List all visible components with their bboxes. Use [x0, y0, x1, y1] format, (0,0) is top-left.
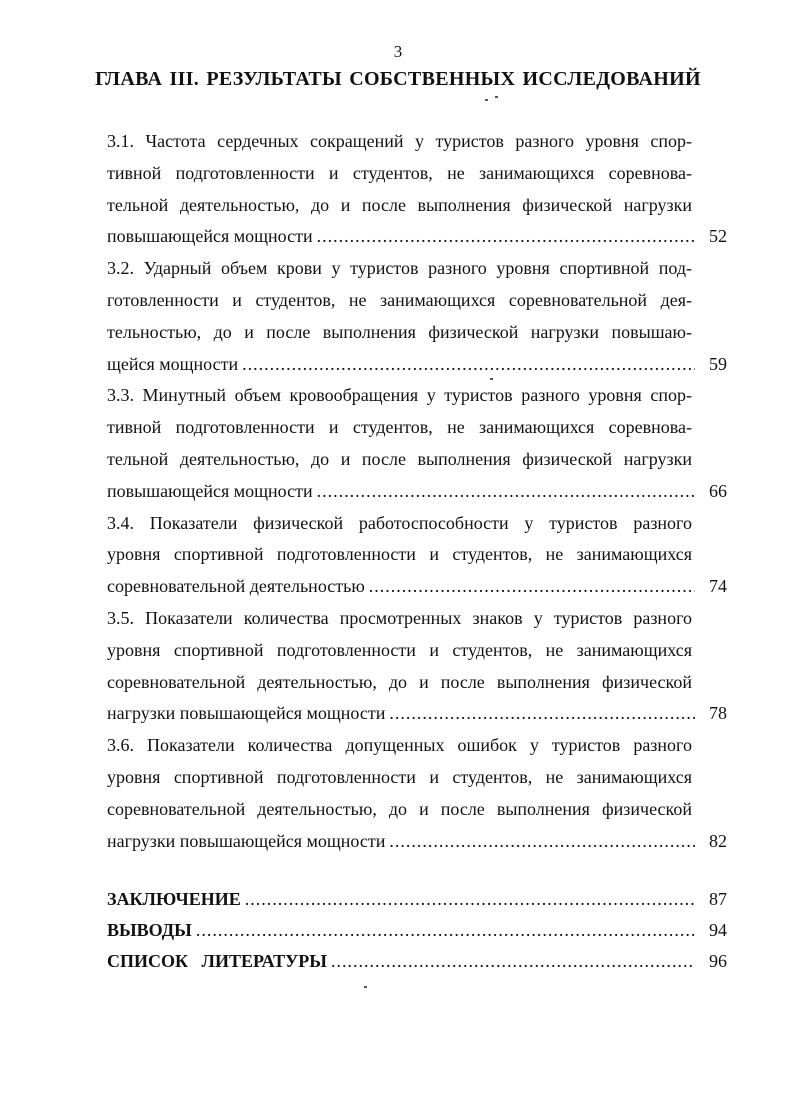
- toc-page-number: 52: [709, 226, 727, 247]
- leader-dots: [389, 826, 695, 858]
- toc-entry-line: тельностью, до и после выполнения физической нагрузки повышаю-: [107, 321, 692, 342]
- table-of-contents: [107, 126, 727, 857]
- leader-dots: [242, 349, 695, 381]
- toc-entry-line: готовленности и студентов, не занимающихся соревновательной дея-: [107, 289, 692, 310]
- chapter-title: ГЛАВА III. РЕЗУЛЬТАТЫ СОБСТВЕННЫХ ИССЛЕДОВАНИЙ: [95, 68, 701, 90]
- toc-entry-line: 3.2. Ударный объем крови у туристов разного уровня спортивной под-: [107, 258, 692, 279]
- scan-speck: [364, 986, 367, 988]
- toc-entry-findings[interactable]: [107, 915, 727, 946]
- toc-entry-conclusion[interactable]: [107, 884, 727, 915]
- leader-dots: [196, 915, 695, 946]
- toc-entry-line: 3.6. Показатели количества допущенных ошибок у туристов разного: [107, 735, 692, 756]
- toc-entry-line: тивной подготовленности и студентов, не занимающихся соревнова-: [107, 162, 692, 183]
- toc-page-number: 87: [709, 889, 727, 909]
- leader-dots: [317, 221, 695, 253]
- toc-entry-line: тивной подготовленности и студентов, не занимающихся соревнова-: [107, 417, 692, 438]
- toc-heading: ЗАКЛЮЧЕНИЕ: [107, 889, 241, 909]
- page-number: 3: [393, 42, 403, 61]
- toc-page-number: 78: [709, 703, 727, 724]
- toc-page-number: 66: [709, 480, 727, 501]
- toc-heading: СПИСОК ЛИТЕРАТУРЫ: [107, 951, 327, 971]
- toc-entry-line: 3.5. Показатели количества просмотренных знаков у туристов разного: [107, 607, 692, 628]
- toc-entry[interactable]: [107, 380, 727, 507]
- toc-page-number: 74: [709, 576, 727, 597]
- toc-entry-references[interactable]: [107, 946, 727, 977]
- toc-entry-line: соревновательной деятельностью, до и после выполнения физической: [107, 671, 692, 692]
- toc-page-number: 94: [709, 920, 727, 940]
- toc-entry-line: нагрузки повышающейся мощности: [107, 703, 386, 724]
- toc-entry-line: соревновательной деятельностью, до и после выполнения физической: [107, 798, 692, 819]
- toc-entry-line: 3.4. Показатели физической работоспособности у туристов разного: [107, 512, 692, 533]
- toc-page-number: 59: [709, 353, 727, 374]
- toc-entry-line: нагрузки повышающейся мощности: [107, 830, 386, 851]
- toc-entry[interactable]: [107, 730, 727, 857]
- toc-entry[interactable]: [107, 253, 727, 380]
- toc-entry-line: 3.1. Частота сердечных сокращений у туристов разного уровня спор-: [107, 131, 692, 151]
- toc-entry[interactable]: [107, 603, 727, 730]
- toc-entry-line: 3.3. Минутный объем кровообращения у туристов разного уровня спор-: [107, 385, 692, 406]
- scan-speck: [485, 99, 488, 101]
- leader-dots: [245, 884, 695, 915]
- toc-entry-line: щейся мощности: [107, 353, 239, 374]
- toc-tail: [107, 884, 727, 977]
- toc-entry-line: соревновательной деятельностью: [107, 576, 365, 597]
- toc-heading: ВЫВОДЫ: [107, 920, 192, 940]
- leader-dots: [389, 698, 695, 730]
- toc-entry-line: уровня спортивной подготовленности и студентов, не занимающихся: [107, 639, 692, 660]
- toc-entry[interactable]: [107, 508, 727, 603]
- toc-entry-line: уровня спортивной подготовленности и студентов, не занимающихся: [107, 766, 692, 787]
- toc-entry[interactable]: [107, 126, 727, 253]
- scan-speck: [495, 96, 498, 98]
- leader-dots: [317, 476, 695, 508]
- toc-entry-line: повышающейся мощности: [107, 226, 313, 247]
- toc-page-number: 82: [709, 830, 727, 851]
- leader-dots: [369, 571, 695, 603]
- toc-entry-line: уровня спортивной подготовленности и студентов, не занимающихся: [107, 544, 692, 565]
- toc-entry-line: тельной деятельностью, до и после выполнения физической нагрузки: [107, 448, 692, 469]
- toc-entry-line: повышающейся мощности: [107, 480, 313, 501]
- toc-page-number: 96: [709, 951, 727, 971]
- toc-entry-line: тельной деятельностью, до и после выполнения физической нагрузки: [107, 194, 692, 215]
- leader-dots: [331, 946, 695, 977]
